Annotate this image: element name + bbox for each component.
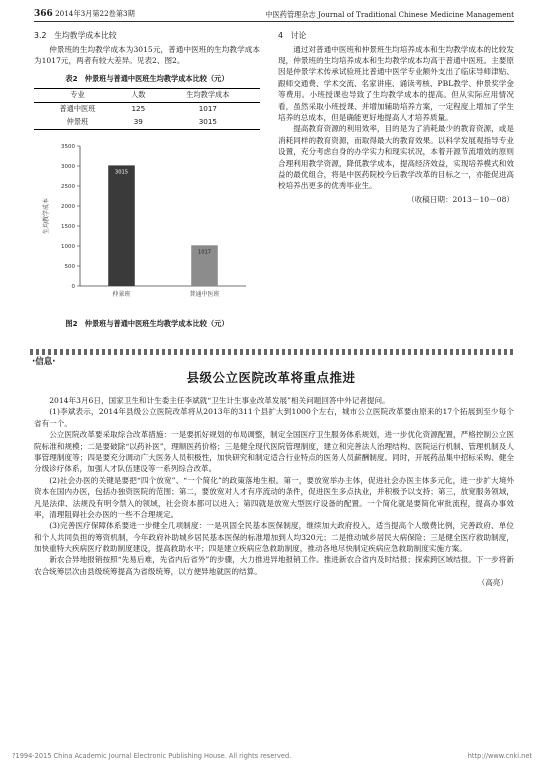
x-category-label: 仲景班	[112, 290, 131, 298]
news-author: （高亮）	[477, 578, 508, 588]
news-paragraph: (1)李斌表示，2014年县级公立医院改革将从2013年的311个县扩大到1000个左右，城市公立医院改革要由原来的17个拓展到至少每个省有一个。	[34, 407, 514, 428]
cost-paragraph: 仲景班的生均教学成本为3015元，普通中医班的生均教学成本为1017元，两者有较大差异。见表2、图2。	[34, 44, 260, 66]
table-header-row	[34, 89, 260, 103]
discussion-paragraph: 提高教育资源的利用效率，目的是为了消耗最少的教育资源，或是消耗同样的教育资源，而取得最大的教育效果。以科学发展观指导专业设置，充分考虑自身的办学实力和现实状况，本着开源节流增效的原则合理利用教学资源，降低教学成本，提高经济效益，实现培养模式和效益的最优组合，将是中医药院校今后教学改革的目标之一，亦能促进高校培养出更多的优秀毕业生。	[278, 124, 514, 191]
journal-name: 中医药管理杂志 Journal of Traditional Chinese Medicine Management	[265, 10, 514, 20]
table-header-cell: 生均教学成本	[186, 90, 230, 100]
news-paragraph: 新农合异地报销按照“先易后难，先省内后省外”的步骤，大力推进异地报销工作。推进新农合省内及时结报；探索跨区域结报。下一步将新农合统筹层次由县级统筹提高为省级统筹，以方便异地就医的结算。	[34, 555, 514, 576]
bar	[108, 165, 135, 286]
table-cell: 39	[133, 116, 143, 126]
news-title: 县级公立医院改革将重点推进	[186, 370, 356, 385]
table-cell: 普通中医班	[59, 104, 96, 114]
figure-caption: 图2 仲景班与普通中医班生均教学成本比较（元）	[65, 319, 229, 329]
news-paragraph: (3)完善医疗保障体系要进一步健全几项制度：一是巩固全民基本医保制度，继续加大政府投入，适当提高个人缴费比例，完善政府、单位和个人共同负担的筹资机制，今年政府补助城乡居民基本医保的标准增加到人均320元；二是推动城乡居民大病保险；三是健全医疗救助制度，加快重特大疾病医疗救助制度建设，提高救助水平；四是建立疾病应急救助制度，推动各地尽快制定疾病应急救助制度实施方案。	[34, 521, 514, 554]
y-tick-label: 2000	[61, 203, 75, 210]
page-footer	[12, 752, 532, 762]
table-cell: 125	[131, 104, 146, 114]
y-tick-label: 1500	[61, 223, 75, 230]
section-divider	[30, 349, 514, 355]
left-column	[34, 30, 260, 330]
table-header-cell: 专业	[70, 90, 85, 100]
right-column	[278, 30, 514, 205]
section-title-cost: 3.2 生均教学成本比较	[34, 31, 117, 40]
y-tick-label: 500	[64, 263, 75, 270]
bar-data-label: 1017	[197, 248, 212, 255]
header-left	[34, 8, 135, 22]
received-date: （收稿日期：2013－10－08）	[407, 194, 514, 204]
y-axis-label: 生均教学成本	[43, 197, 50, 234]
table-header-cell: 人数	[131, 90, 146, 100]
y-tick-label: 0	[71, 283, 75, 290]
y-tick-label: 3000	[61, 163, 75, 170]
cost-bar-chart	[34, 138, 260, 310]
table-row	[34, 103, 260, 116]
y-tick-label: 3500	[61, 143, 75, 150]
section-title-discussion: 4 讨论	[278, 31, 307, 40]
info-tag: ·信息·	[32, 357, 56, 367]
discussion-paragraph: 通过对普通中医班和仲景班生均培养成本和生均教学成本的比较发现，仲景班的生均培养成本和生均教学成本均高于普通中医班。主要原因是仲景学术传承试验班比普通中医学专业额外支出了临床导师津贴、跟师交通费、学术交流、名家讲座、诵读考核、PBL教学、仲景奖学金等费用。小班授课也导致了生均教学成本的提高。但从实际应用情况看，虽然采取小班授课、并增加辅助培养方案，一定程度上增加了学生培养的总成本，但是确能更好地提高人才培养质量。	[278, 44, 514, 123]
table-cell: 1017	[198, 104, 217, 114]
bar-data-label: 3015	[114, 169, 129, 176]
news-paragraph: 2014年3月6日，国家卫生和计生委主任李斌就“卫生计生事业改革发展”相关问题回答中外记者提问。	[49, 396, 390, 405]
page-number: 366	[34, 8, 53, 19]
y-tick-label: 2500	[61, 183, 75, 190]
cost-table	[34, 88, 260, 129]
news-body	[34, 395, 514, 589]
y-tick-label: 1000	[61, 243, 75, 250]
x-category-label: 普通中医班	[189, 290, 220, 298]
issue-info: 2014年3月第22卷第3期	[55, 8, 135, 18]
table-cell: 仲景班	[66, 116, 89, 126]
table-row	[34, 116, 260, 129]
cnki-link: http://www.cnki.net	[467, 752, 532, 760]
news-paragraph: (2)社会办医的关键是要把“四个放宽”、“一个简化”的政策落地生根。第一，要放宽举办主体，促进社会办医主体多元化，进一步扩大境外资本在国内办医，包括办独资医院的范围；第二，要放宽对人才有序流动的条件，促进医生多点执业，并积极予以支持；第三，放宽服务领域，凡是法律、法规没有明令禁入的领域，社会资本都可以进入；第四就是放宽大型医疗设备的配置。一个简化就是要简化审批流程，提高办事效率，清理阻碍社会办医的一些不合理规定。	[34, 475, 514, 519]
table-cell: 3015	[198, 116, 217, 126]
running-header	[34, 8, 514, 22]
table-caption: 表2 仲景班与普通中医班生均教学成本比较（元）	[65, 74, 229, 84]
news-paragraph: 公立医院改革要采取综合改革措施：一是要抓好规划的布局调整，制定全国医疗卫生服务体系规划，进一步优化资源配置，严格控制公立医院标准和规模；二是要破除“以药补医”，理顺医药价格；三是健全现代医院管理制度，建立和完善法人治理结构、医院运行机制、管理机制及人事管理制度等；四是要充分调动广大医务人员积极性，加快研究和制定适合行业特点的医务人员薪酬制度。同时，开展药品集中招标采购、健全分级诊疗体系，加强人才队伍建设等一系列综合改革。	[34, 430, 514, 474]
copyright-text: ?1994-2015 China Academic Journal Electronic Publishing House. All rights reserved.	[12, 752, 292, 760]
